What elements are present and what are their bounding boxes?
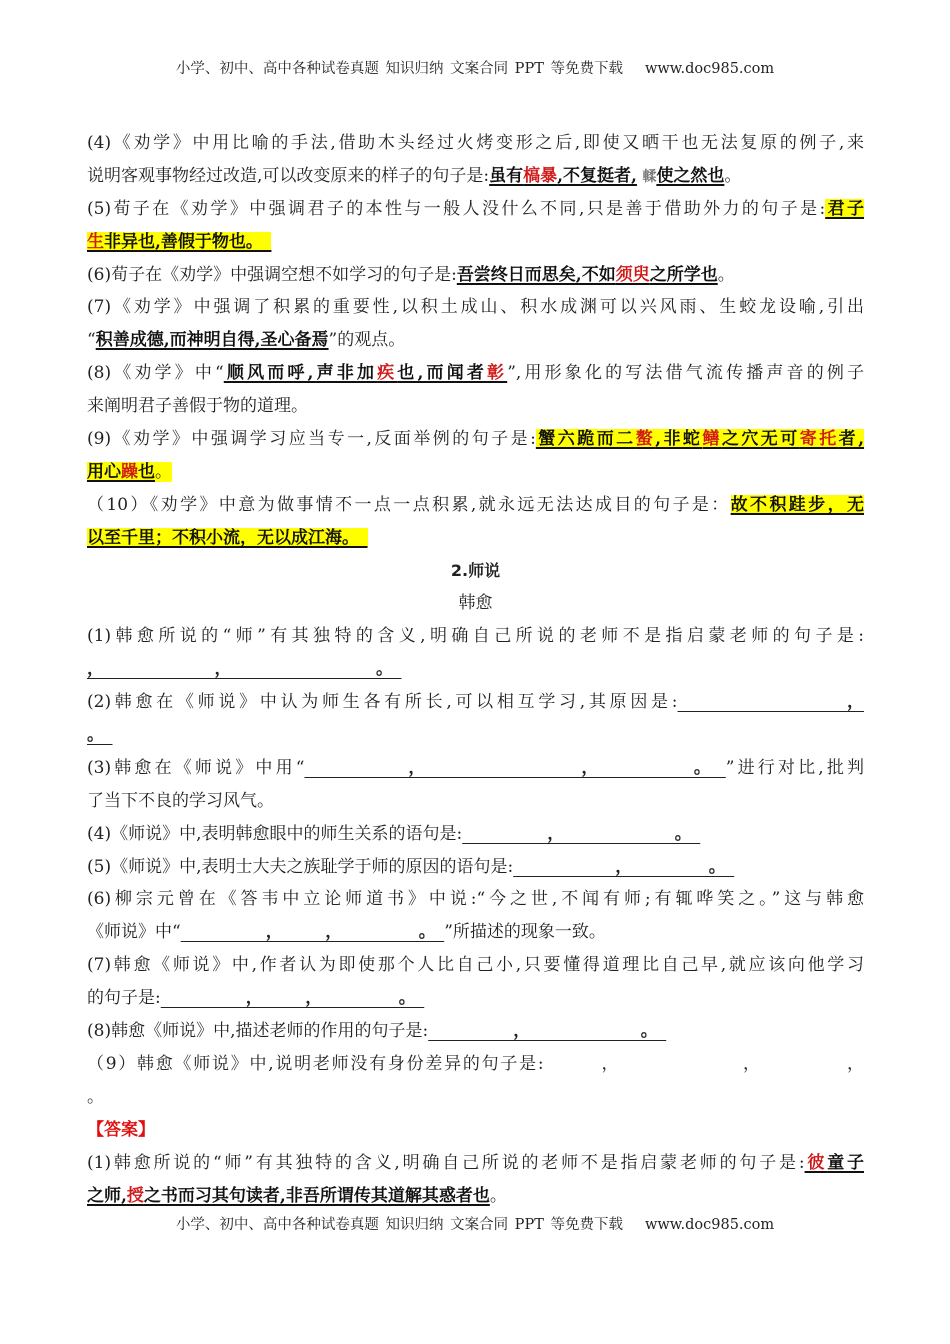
answer-text: 童子 — [827, 1152, 865, 1173]
highlighted-keyword: 生 — [87, 231, 104, 252]
text-line — [87, 1081, 864, 1114]
text-line — [87, 324, 864, 357]
text-line — [87, 851, 864, 884]
footer-url: www.doc985.com — [644, 1217, 775, 1233]
question-paragraph — [87, 1114, 864, 1147]
question-paragraph — [87, 291, 864, 357]
page-footer — [0, 1213, 950, 1234]
answer-blank: ， 。 — [462, 823, 701, 844]
text-line — [87, 1180, 864, 1213]
footer-text: 小学、初中、高中各种试卷真题 知识归纳 文案合同 PPT 等免费下载 — [175, 1217, 623, 1233]
text-line — [87, 193, 864, 226]
highlighted-text: 。 — [155, 461, 172, 482]
text: (5)荀子在《劝学》中强调君子的本性与一般人没什么不同,只是善于借助外力的句子是: — [87, 198, 826, 219]
text-line — [87, 719, 864, 752]
answer-keyword: 须臾 — [615, 264, 650, 285]
text: (4)《劝学》中用比喻的手法,借助木头经过火烤变形之后,即使又晒干也无法复原的例子,来 — [87, 133, 864, 153]
highlighted-keyword: 螯 — [635, 429, 656, 450]
text-line — [87, 489, 864, 522]
text-line — [87, 1147, 864, 1180]
question-paragraph — [87, 127, 864, 193]
question-paragraph — [87, 489, 864, 555]
text: (1)韩愈所说的“师”有其独特的含义,明确自己所说的老师不是指启蒙老师的句子是: — [87, 1152, 805, 1173]
text-line — [87, 818, 864, 851]
text: (1)韩愈所说的“师”有其独特的含义,明确自己所说的老师不是指启蒙老师的句子是: — [87, 626, 864, 647]
text: ”,用形象化的写法借气流传播声音的例子 — [507, 363, 865, 384]
page-header — [0, 57, 950, 78]
text-line — [87, 883, 864, 916]
text: (7)韩愈《师说》中,作者认为即使那个人比自己小,只要懂得道理比自己早,就应该向他学习 — [87, 955, 864, 976]
text-line — [87, 522, 864, 555]
answer-text: 顺风而呼,声非加 — [223, 363, 378, 384]
text-line — [87, 587, 864, 620]
text-line — [87, 752, 864, 785]
header-url: www.doc985.com — [644, 61, 775, 77]
answer-keyword: 疾 — [377, 363, 398, 384]
answer-keyword: 彰 — [487, 363, 508, 384]
text: 。 — [489, 1185, 507, 1206]
text: 的句子是: — [87, 988, 161, 1009]
text: 了当下不良的学习风气。 — [87, 790, 274, 811]
answer-keyword: 授 — [126, 1185, 144, 1206]
question-paragraph — [87, 949, 864, 1015]
text-line — [87, 916, 864, 949]
answer-blank: ， ， 。 — [87, 659, 402, 680]
highlighted-keyword: 寄托 — [799, 429, 839, 450]
text: (8)韩愈《师说》中,描述老师的作用的句子是: — [87, 1021, 429, 1042]
answer-blank: ， ， 。 — [180, 922, 445, 943]
text-line — [87, 423, 864, 456]
highlighted-answer: 之穴无可 — [721, 429, 800, 450]
question-paragraph — [87, 423, 864, 489]
text: 2.师说 — [450, 560, 501, 580]
text-line — [87, 982, 864, 1015]
highlighted-keyword: 鳝 — [702, 429, 722, 450]
text: 。 — [724, 165, 742, 186]
answer-blank: ， 。 — [428, 1021, 667, 1042]
section-title — [87, 555, 864, 588]
answer-text: 也,而闻者 — [397, 363, 488, 384]
highlighted-answer: 故不积跬步，无 — [730, 494, 864, 515]
question-paragraph — [87, 193, 864, 259]
text-line — [87, 291, 864, 324]
text: 。 — [717, 264, 735, 285]
highlighted-answer: 者, — [838, 429, 865, 450]
text: “ — [87, 330, 96, 351]
author-line — [87, 587, 864, 620]
highlighted-answer: 以至千里；不积小流，无以成江海。 — [87, 527, 368, 548]
header-text: 小学、初中、高中各种试卷真题 知识归纳 文案合同 PPT 等免费下载 — [175, 61, 623, 77]
question-paragraph — [87, 752, 864, 818]
text-line — [87, 620, 864, 653]
answer-text: 之书而习其句读者,非吾所谓传其道解其惑者也 — [143, 1185, 490, 1206]
text-line — [87, 1048, 864, 1081]
answer-text: 积善成德,而神明自得,圣心备焉 — [95, 330, 329, 351]
answer-text: 使之然也 — [656, 165, 725, 186]
text-line — [87, 653, 864, 686]
text: 说明客观事物经过改造,可以改变原来的样子的句子是: — [87, 165, 490, 186]
text: （9）韩愈《师说》中,说明老师没有身份差异的句子是: ， ， ， — [87, 1053, 864, 1074]
text-line — [87, 686, 864, 719]
text-line — [87, 949, 864, 982]
answer-blank: ， — [677, 692, 864, 713]
question-paragraph — [87, 1147, 864, 1213]
text: ”进行对比,批判 — [725, 757, 865, 778]
text-line — [87, 555, 864, 588]
text: ”所描述的现象一致。 — [444, 922, 606, 943]
text: (8)《劝学》中“ — [87, 363, 224, 384]
answer-text: 虽有 — [489, 165, 524, 186]
text-line — [87, 357, 864, 390]
glyph-image: 輮 — [642, 168, 657, 185]
text: (6)荀子在《劝学》中强调空想不如学习的句子是: — [87, 264, 457, 285]
highlighted-answer: ,非蛇 — [655, 429, 703, 450]
document-body — [87, 127, 864, 1212]
text-line — [87, 390, 864, 423]
text: (6)柳宗元曾在《答韦中立论师道书》中说:“今之世,不闻有师;有辄哗笑之。”这与韩愈 — [87, 889, 864, 910]
highlighted-answer: 也 — [138, 461, 155, 482]
question-paragraph — [87, 883, 864, 949]
text: (5)《师说》中,表明士大夫之族耻学于师的原因的语句是: — [87, 856, 514, 877]
question-paragraph — [87, 818, 864, 851]
text-line — [87, 226, 864, 259]
text-line — [87, 259, 864, 292]
question-paragraph — [87, 1015, 864, 1048]
text: (7)《劝学》中强调了积累的重要性,以积土成山、积水成渊可以兴风雨、生蛟龙设喻,引出 — [87, 297, 864, 318]
highlighted-answer: 非异也,善假于物也。 — [104, 231, 272, 252]
text: 。 — [87, 1086, 104, 1107]
text-line — [87, 127, 864, 160]
answer-blank: ， ， 。 — [304, 757, 726, 778]
text: (4)《师说》中,表明韩愈眼中的师生关系的语句是: — [87, 823, 463, 844]
text: 来阐明君子善假于物的道理。 — [87, 396, 308, 417]
text: (3)韩愈在《师说》中用“ — [87, 757, 305, 778]
answer-text: 吾尝终日而思矣,不如 — [456, 264, 616, 285]
text: （10）《劝学》中意为做事情不一点一点积累,就永远无法达成目的句子是： — [87, 494, 731, 515]
answer-blank: ， ， 。 — [160, 988, 425, 1009]
question-paragraph — [87, 1048, 864, 1114]
answer-text: 之所学也 — [649, 264, 718, 285]
text-line — [87, 785, 864, 818]
text: (9)《劝学》中强调学习应当专一,反面举例的句子是: — [87, 429, 536, 450]
answer-text: 之师, — [87, 1185, 127, 1206]
answer-keyword: 槁暴 — [523, 165, 558, 186]
answer-blank: 。 — [87, 725, 113, 746]
question-paragraph — [87, 686, 864, 752]
text: (2)韩愈在《师说》中认为师生各有所长,可以相互学习,其原因是: — [87, 692, 678, 713]
text-line — [87, 456, 864, 489]
text-line — [87, 1114, 864, 1147]
text-line — [87, 160, 864, 193]
text: 韩愈 — [458, 593, 493, 614]
text-line — [87, 1015, 864, 1048]
highlighted-answer: 蟹六跪而二 — [535, 429, 636, 450]
answer-blank: ， 。 — [513, 856, 735, 877]
question-paragraph — [87, 357, 864, 423]
question-paragraph — [87, 259, 864, 292]
highlighted-answer: 君子 — [825, 198, 864, 219]
answer-text: ,不复挺者, — [557, 165, 637, 186]
answer-heading: 【答案】 — [87, 1119, 155, 1140]
question-paragraph — [87, 851, 864, 884]
highlighted-keyword: 躁 — [121, 461, 138, 482]
highlighted-answer: 用心 — [87, 461, 121, 482]
answer-keyword: 彼 — [804, 1152, 828, 1173]
question-paragraph — [87, 620, 864, 686]
text: ”的观点。 — [328, 330, 406, 351]
text: 《师说》中“ — [87, 922, 181, 943]
